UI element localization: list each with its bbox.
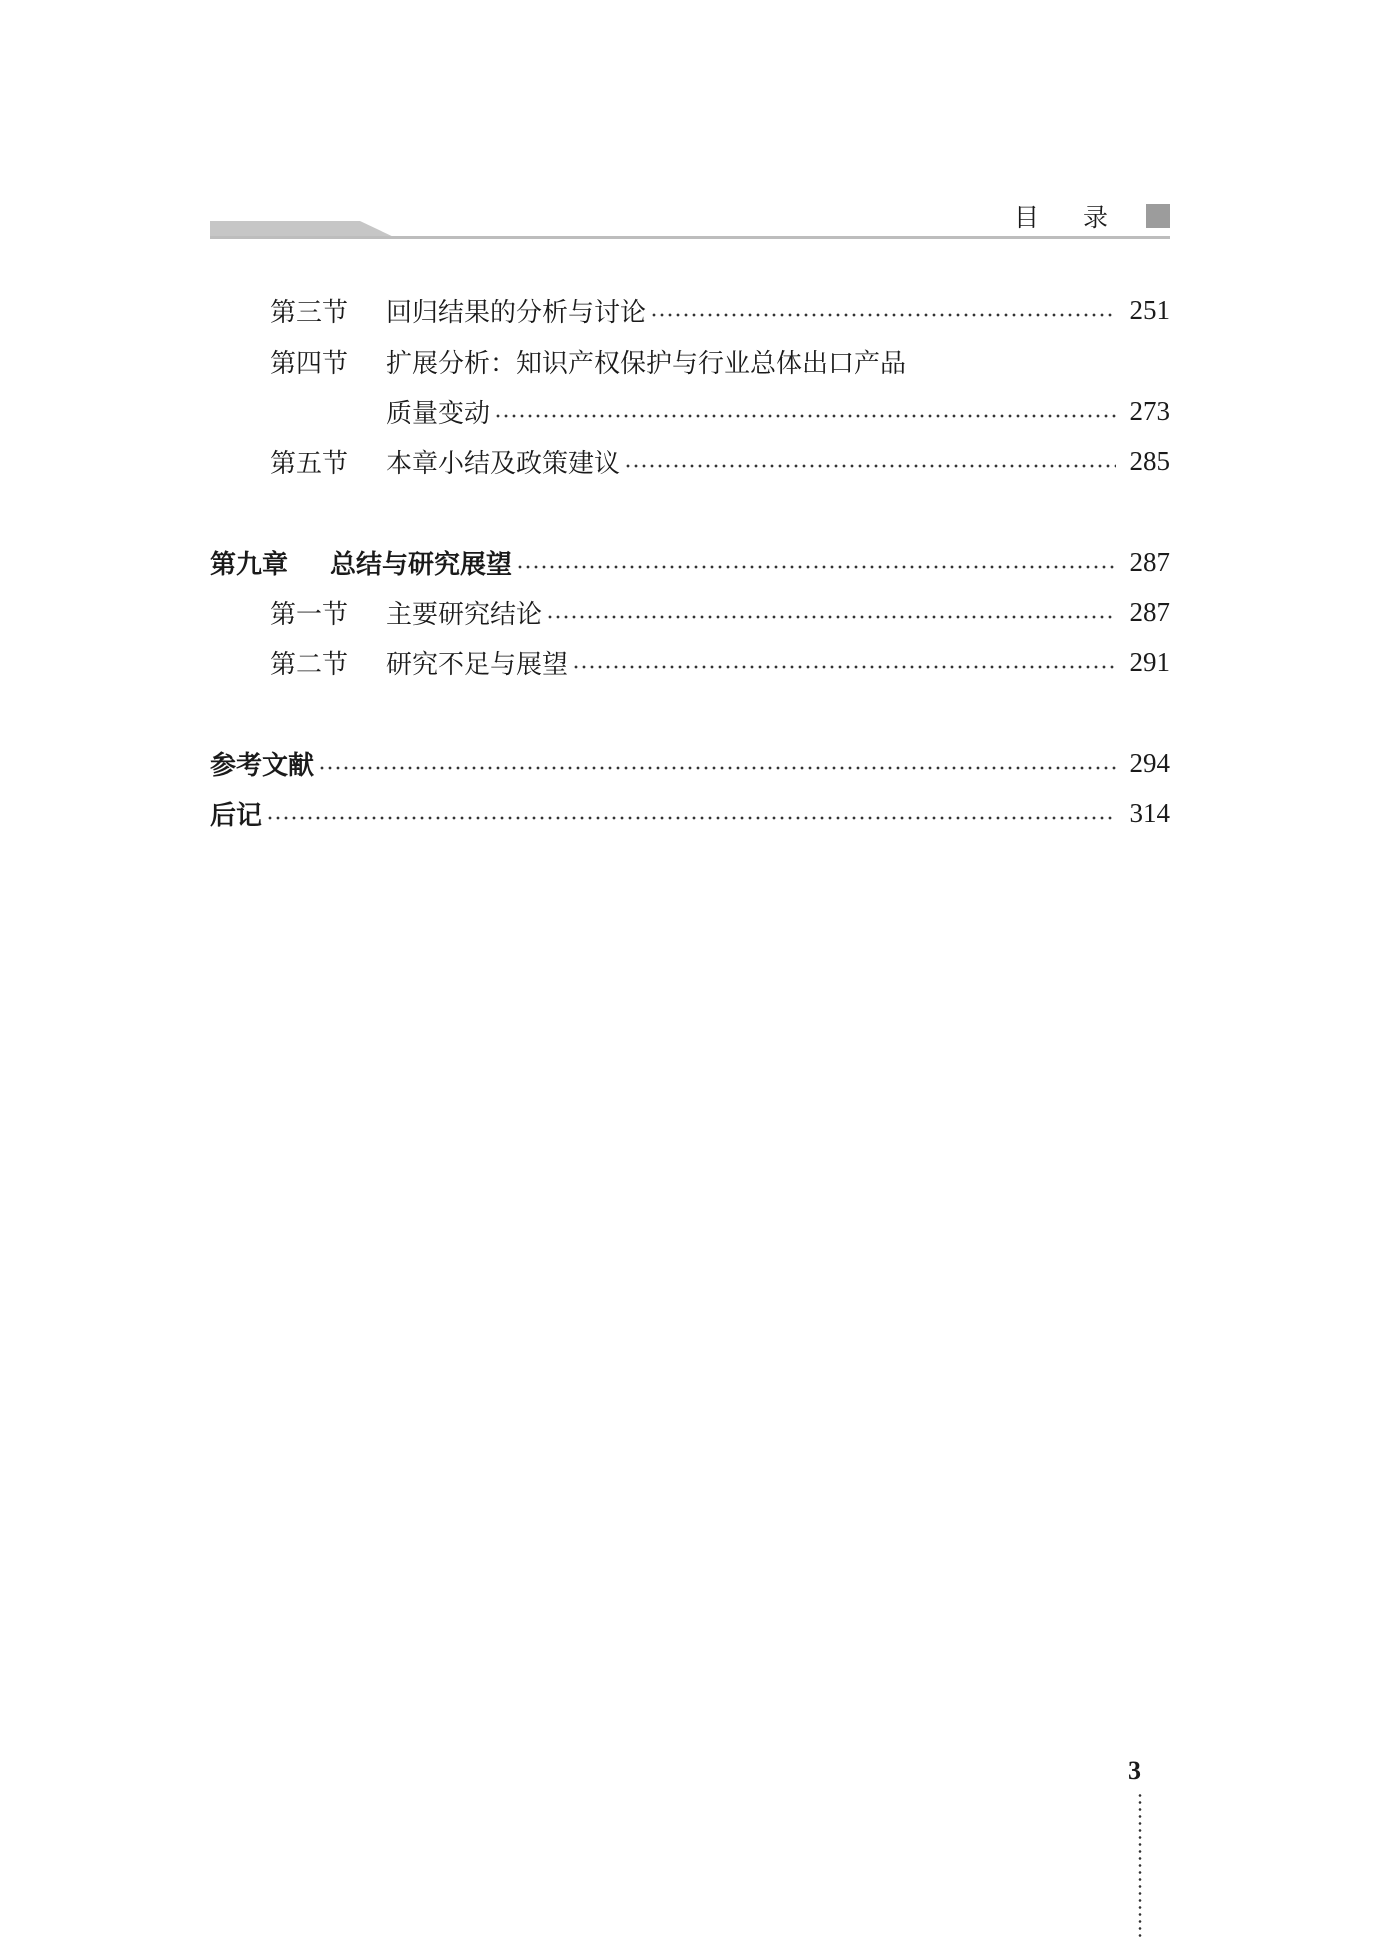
- toc-entry-chapter-9-section-2[interactable]: [210, 642, 1170, 682]
- header-square-marker: [1146, 204, 1170, 228]
- toc-section-title: 回归结果的分析与讨论: [386, 297, 647, 328]
- toc-section-label: 第二节: [270, 649, 349, 680]
- toc-chapter-title: 总结与研究展望: [330, 549, 513, 580]
- toc-page-number: 285: [1129, 445, 1170, 476]
- dot-leader: [650, 313, 1115, 317]
- header-title-char-2: 录: [1083, 203, 1109, 232]
- toc-entry-references[interactable]: [210, 743, 1170, 783]
- toc-chapter-label: 第九章: [210, 549, 289, 580]
- toc-entry-chapter-9[interactable]: [210, 542, 1170, 582]
- toc-references-title: 参考文献: [210, 750, 315, 781]
- toc-section-label: 第三节: [270, 297, 349, 328]
- dot-leader: [266, 816, 1115, 820]
- folio-dotted-rule: [1138, 1792, 1142, 1938]
- dot-leader: [624, 464, 1115, 468]
- toc-entry-section-4-continued[interactable]: [210, 391, 1170, 431]
- dot-leader: [318, 766, 1115, 770]
- toc-entry-afterword[interactable]: [210, 793, 1170, 833]
- toc-page-number: 294: [1129, 747, 1170, 778]
- toc-entry-section-4[interactable]: [210, 341, 1170, 381]
- toc-section-title-line-2: 质量变动: [386, 398, 491, 429]
- toc-section-title: 本章小结及政策建议: [386, 448, 621, 479]
- toc-section-title-line-1: 扩展分析：知识产权保护与行业总体出口产品: [386, 348, 907, 379]
- page-number: 3: [1128, 1756, 1141, 1785]
- dot-leader: [572, 665, 1115, 669]
- toc-entry-section-3[interactable]: [210, 290, 1170, 330]
- toc-page-number: 287: [1129, 596, 1170, 627]
- running-header-title: [1014, 198, 1108, 234]
- toc-page-number: 287: [1129, 546, 1170, 577]
- toc-section-label: 第一节: [270, 599, 349, 630]
- toc-section-title: 主要研究结论: [386, 599, 543, 630]
- toc-afterword-title: 后记: [210, 800, 263, 831]
- toc-page-number: 273: [1129, 395, 1170, 426]
- toc-entry-section-5[interactable]: [210, 441, 1170, 481]
- toc-section-title: 研究不足与展望: [386, 649, 569, 680]
- toc-section-label: 第四节: [270, 348, 349, 379]
- dot-leader: [516, 565, 1115, 569]
- toc-page-number: 291: [1129, 646, 1170, 677]
- header-title-char-1: 目: [1014, 203, 1040, 232]
- dot-leader: [546, 615, 1115, 619]
- toc-page-number: 314: [1129, 797, 1170, 828]
- toc-entry-chapter-9-section-1[interactable]: [210, 592, 1170, 632]
- toc-section-label: 第五节: [270, 448, 349, 479]
- header-rule: [210, 236, 1170, 239]
- toc-page-number: 251: [1129, 294, 1170, 325]
- dot-leader: [494, 414, 1115, 418]
